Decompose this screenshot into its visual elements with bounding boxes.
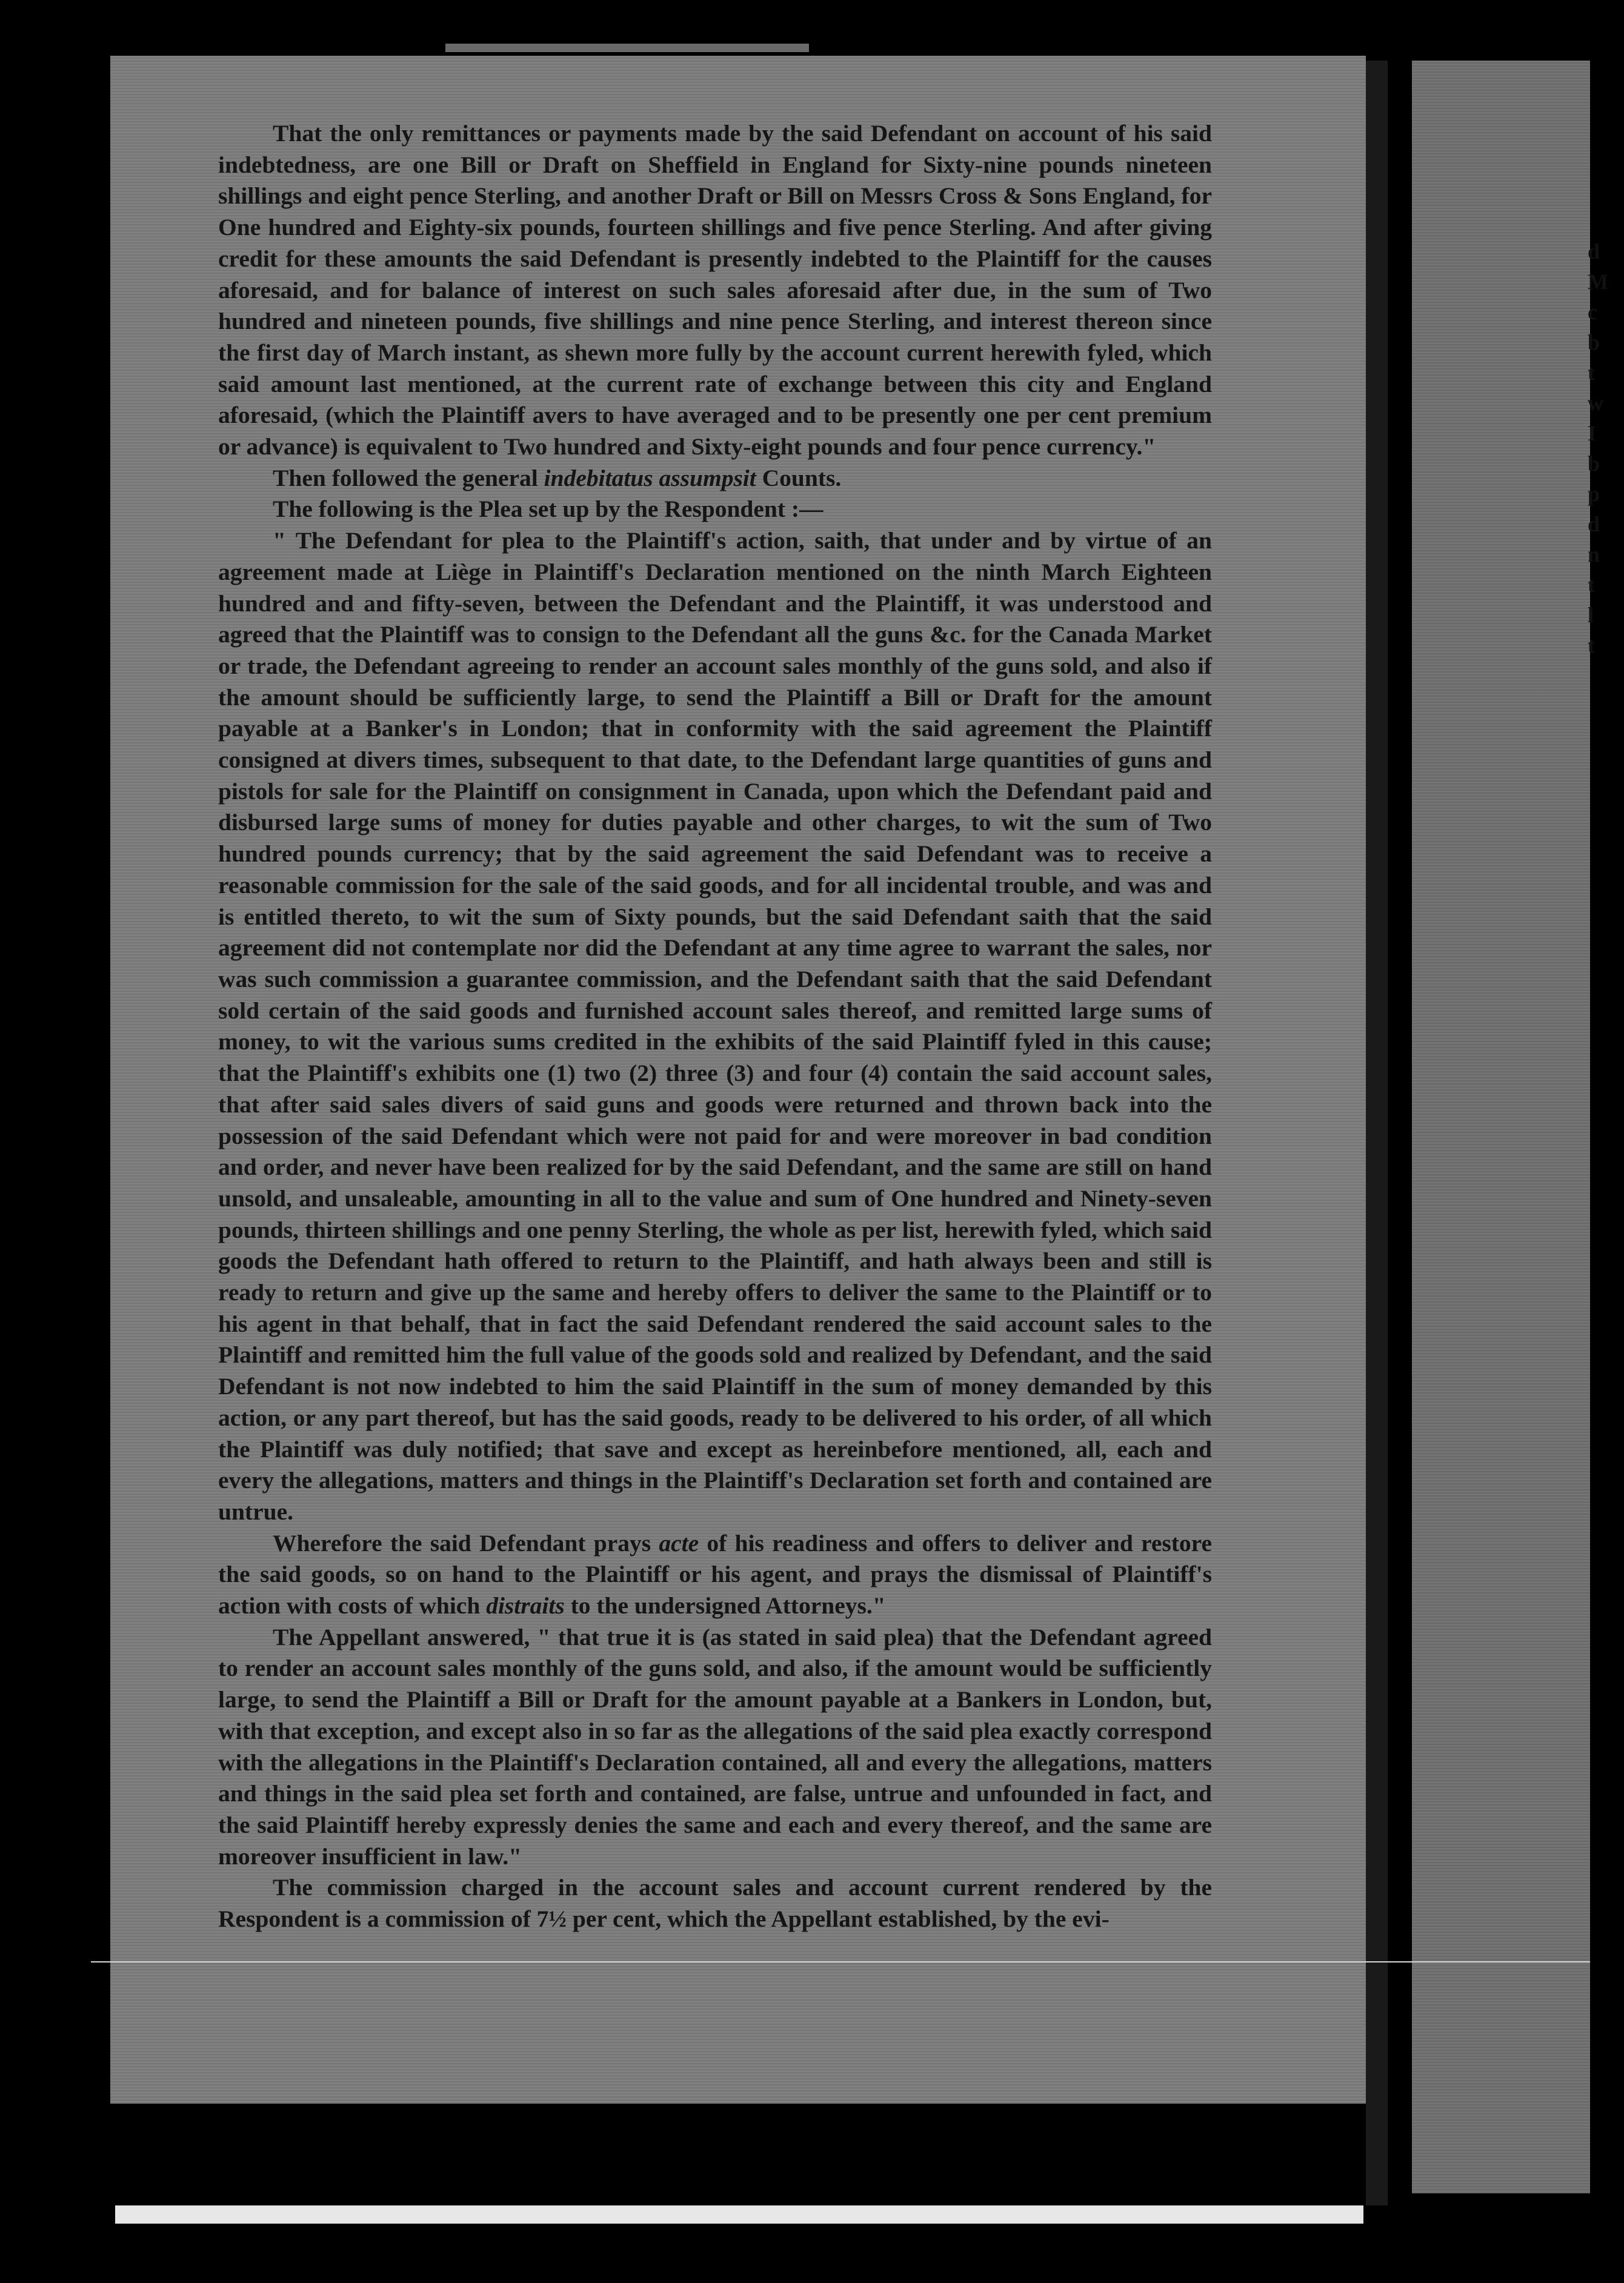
paragraph-wherefore <box>218 1528 1212 1622</box>
edge-letter: d <box>1588 239 1600 264</box>
scan-edge-strip <box>445 44 809 52</box>
paragraph-plea-intro: The following is the Plea set up by the Respondent :— <box>273 496 824 523</box>
adjacent-page-text <box>1588 236 1624 660</box>
paragraph-commission: The commission charged in the account sales and account current rendered by the Respondent is a commission of 7½ per cent, which the Appellant established, by the evi- <box>218 1874 1212 1933</box>
paragraph-appellant-answer: The Appellant answered, " that true it is (as stated in said plea) that the Defendant agreed to render an account sales monthly of the guns sold, and also, if the amount would be sufficiently large, to send the Plaintiff a Bill or Draft for the amount payable at a Bankers in London, but, with that exception, and except also in so far as the allegations of the said plea exactly correspond with the allegations in the Plaintiff's Declaration contained, all and every the allegations, matters and things in the said plea set forth and contained, are false, untrue and unfounded in fact, and the said Plaintiff hereby expressly denies the same and each and every thereof, and the same are moreover insufficient in law." <box>218 1623 1212 1870</box>
edge-letter: p <box>1588 482 1600 506</box>
italic-term: indebitatus assumpsit <box>544 464 756 491</box>
book-gutter <box>1366 61 1388 2205</box>
edge-letter: n <box>1588 542 1600 567</box>
edge-letter: I <box>1588 421 1597 445</box>
scan-artifact-line <box>91 1961 1590 1962</box>
paragraph-plea: " The Defendant for plea to the Plaintiff's action, saith, that under and by virtue of an agreement made at Liège in Plaintiff's Declaration mentioned on the ninth March Eighteen hundred and and fifty-seven, between the Defendant and the Plaintiff, it was understood and agreed that the Plaintiff was to consign to the Defendant all the guns &c. for the Canada Market or trade, the Defendant agreeing to render an account sales monthly of the guns sold, and also if the amount should be sufficiently large, to send the Plaintiff a Bill or Draft for the amount payable at a Banker's in London; that in conformity with the said agreement the Plaintiff consigned at divers times, subsequent to that date, to the Defendant large quantities of guns and pistols for sale for the Plaintiff on consignment in Canada, upon which the Defendant paid and disbursed large sums of money for duties payable and other charges, to wit the sum of Two hundred pounds currency; that by the said agreement the said Defendant was to receive a reasonable commission for the sale of the said goods, and for all incidental trouble, and was and is entitled thereto, to wit the sum of Sixty pounds, but the said Defendant saith that the said agreement did not contemplate nor did the Defendant at any time agree to warrant the sales, nor was such commission a guarantee commission, and the Defendant saith that the said Defendant sold certain of the said goods and furnished account sales thereof, and remitted large sums of money, to wit the various sums credited in the exhibits of the said Plaintiff fyled in this cause; that the Plaintiff's exhibits one (1) two (2) three (3) and four (4) contain the said account sales, that after said sales divers of said guns and goods were returned and thrown back into the possession of the said Defendant which were not paid for and were moreover in bad condition and order, and never have been realized for by the said Defendant, and the same are still on hand unsold, and unsaleable, amounting in all to the value and sum of One hundred and Ninety-seven pounds, thirteen shillings and one penny Sterling, the whole as per list, herewith fyled, which said goods the Defendant hath offered to return to the Plaintiff, and hath always been and still is ready to return and give up the same and hereby offers to deliver the same to the Plaintiff or to his agent in that behalf, that in fact the said Defendant rendered the said account sales to the Plaintiff and remitted him the full value of the goods sold and realized by Defendant, and the said Defendant is not now indebted to him the said Plaintiff in the sum of money demanded by this action, or any part thereof, but has the said goods, ready to be delivered to his order, of all which the Plaintiff was duly notified; that save and except as hereinbefore mentioned, all, each and every the allegations, matters and things in the Plaintiff's Declaration set forth and contained are untrue. <box>218 527 1212 1525</box>
italic-term: acte <box>659 1529 699 1557</box>
edge-letter: w <box>1588 391 1603 415</box>
text-run: Wherefore the said Defendant prays <box>273 1529 659 1557</box>
scan-bottom-edge <box>115 2205 1363 2224</box>
edge-letter: l <box>1588 603 1594 627</box>
edge-letter: t <box>1588 633 1595 657</box>
text-run: Counts. <box>756 464 842 491</box>
edge-letter: b <box>1588 330 1600 354</box>
text-run: Then followed the general <box>273 464 544 491</box>
italic-term: distraits <box>486 1592 565 1620</box>
text-run: to the undersigned Attorneys." <box>564 1592 886 1620</box>
adjacent-page <box>1412 61 1608 2193</box>
edge-letter: t <box>1588 361 1595 385</box>
body-text <box>218 118 1212 1935</box>
edge-letter: b <box>1588 451 1600 476</box>
edge-letter: M <box>1588 270 1608 294</box>
paragraph-remittances: That the only remittances or payments made by the said Defendant on account of his said indebtedness, are one Bill or Draft on Sheffield in England for Sixty-nine pounds nineteen shillings and eight pence Sterling, and another Draft or Bill on Messrs Cross & Sons England, for One hundred and Eighty-six pounds, fourteen shillings and five pence Sterling. And after giving credit for these amounts the said Defendant is presently indebted to the Plaintiff for the causes aforesaid, and for balance of interest on such sales aforesaid after due, in the sum of Two hundred and nineteen pounds, five shillings and nine pence Sterling, and interest thereon since the first day of March instant, as shewn more fully by the account current herewith fyled, which said amount last mentioned, at the current rate of exchange between this city and England aforesaid, (which the Plaintiff avers to have averaged and to be presently one per cent premium or advance) is equivalent to Two hundred and Sixty-eight pounds and four pence currency." <box>218 120 1212 460</box>
text-run: of his readiness and offers to deliver and restore the said goods, so on hand to the Plaintiff or his agent, and prays the dismissal of Plaintiff's action with costs of which <box>218 1529 1212 1620</box>
edge-letter: c <box>1588 300 1597 324</box>
paragraph-counts <box>218 463 1212 494</box>
edge-letter: t <box>1588 573 1595 597</box>
edge-letter: d <box>1588 512 1600 536</box>
